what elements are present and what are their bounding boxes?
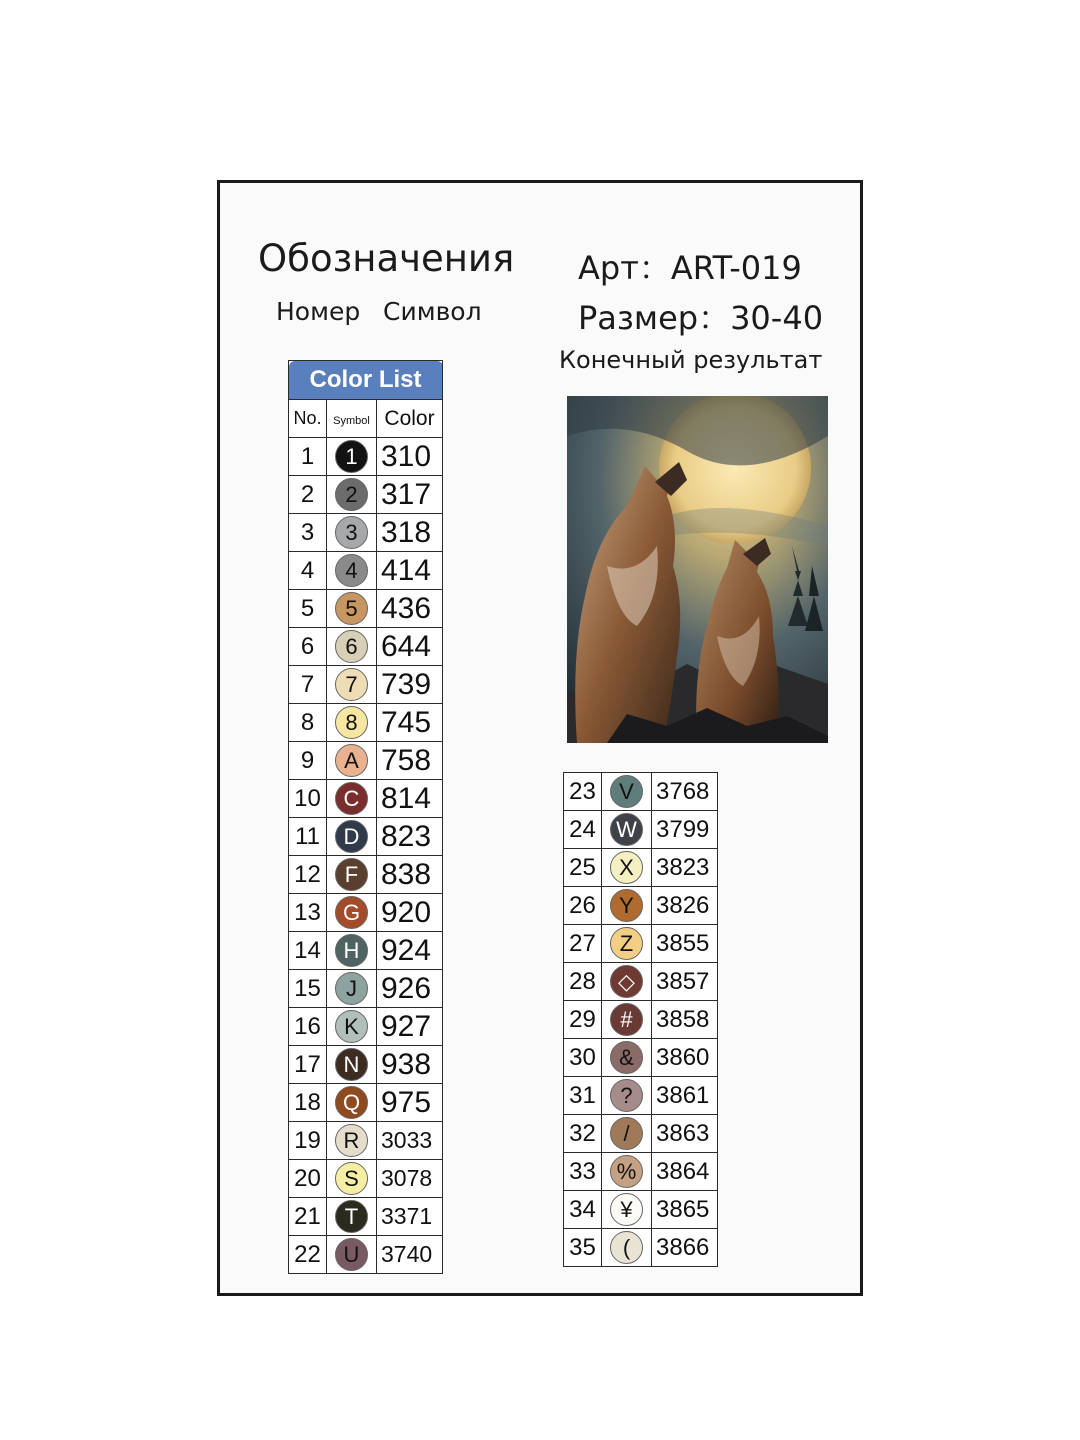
color-symbol-chip: 6 [335,630,368,663]
no-column-header: No. [289,400,327,438]
color-row [289,514,443,552]
color-row [564,1153,718,1191]
symbol-cell [327,1084,377,1122]
color-row [564,1229,718,1267]
color-row [289,856,443,894]
color-list-table [288,360,443,1274]
symbol-cell [327,932,377,970]
color-symbol-chip: H [335,934,368,967]
color-symbol-chip: K [335,1010,368,1043]
color-symbol-chip: 7 [335,668,368,701]
dmc-color-code: 644 [377,628,443,666]
dmc-color-code: 3861 [652,1077,718,1115]
color-symbol-chip: % [610,1155,643,1188]
row-number: 30 [564,1039,602,1077]
dmc-color-code: 975 [377,1084,443,1122]
legend-title: Обозначения [258,237,515,280]
color-row [289,552,443,590]
color-symbol-chip: J [335,972,368,1005]
color-symbol-chip: 1 [335,440,368,473]
color-symbol-chip: 2 [335,478,368,511]
symbol-cell [327,1160,377,1198]
color-row [289,970,443,1008]
symbol-cell [602,1191,652,1229]
dmc-color-code: 927 [377,1008,443,1046]
row-number: 11 [289,818,327,856]
row-number: 35 [564,1229,602,1267]
row-number: 31 [564,1077,602,1115]
color-row [564,1115,718,1153]
color-list-rows [289,438,443,1274]
color-symbol-chip: D [335,820,368,853]
row-number: 22 [289,1236,327,1274]
symbol-cell [602,1229,652,1267]
symbol-cell [327,970,377,1008]
row-number: 1 [289,438,327,476]
color-symbol-chip: Z [610,927,643,960]
color-row [564,811,718,849]
color-list-table-continued [563,772,718,1267]
row-number: 7 [289,666,327,704]
final-result-label: Конечный результат [559,346,823,374]
symbol-cell [327,476,377,514]
row-number: 5 [289,590,327,628]
symbol-cell [327,438,377,476]
color-row [289,780,443,818]
color-row [289,1046,443,1084]
row-number: 2 [289,476,327,514]
number-heading: Номер [276,297,361,326]
color-symbol-chip: ¥ [610,1193,643,1226]
color-row [289,894,443,932]
color-symbol-chip: N [335,1048,368,1081]
color-symbol-chip: F [335,858,368,891]
row-number: 8 [289,704,327,742]
row-number: 27 [564,925,602,963]
row-number: 15 [289,970,327,1008]
row-number: 13 [289,894,327,932]
dmc-color-code: 758 [377,742,443,780]
color-row [564,1039,718,1077]
dmc-color-code: 3860 [652,1039,718,1077]
row-number: 21 [289,1198,327,1236]
symbol-cell [327,666,377,704]
dmc-color-code: 924 [377,932,443,970]
symbol-cell [327,1046,377,1084]
color-symbol-chip: / [610,1117,643,1150]
color-row [564,849,718,887]
symbol-cell [602,1153,652,1191]
color-symbol-chip: G [335,896,368,929]
symbol-cell [602,925,652,963]
dmc-color-code: 920 [377,894,443,932]
row-number: 4 [289,552,327,590]
article-label: Арт：ART-019 [578,249,802,287]
row-number: 6 [289,628,327,666]
dmc-color-code: 926 [377,970,443,1008]
symbol-cell [602,773,652,811]
color-symbol-chip: R [335,1124,368,1157]
symbol-cell [327,552,377,590]
symbol-cell [327,704,377,742]
row-number: 16 [289,1008,327,1046]
dmc-color-code: 739 [377,666,443,704]
dmc-color-code: 3865 [652,1191,718,1229]
color-symbol-chip: 3 [335,516,368,549]
row-number: 10 [289,780,327,818]
row-number: 28 [564,963,602,1001]
symbol-heading: Символ [383,297,482,326]
dmc-color-code: 318 [377,514,443,552]
color-symbol-chip: & [610,1041,643,1074]
color-row [289,628,443,666]
symbol-cell [327,514,377,552]
symbol-cell [327,818,377,856]
dmc-color-code: 838 [377,856,443,894]
size-label: Размер：30-40 [578,299,824,337]
symbol-cell [327,780,377,818]
color-row [289,818,443,856]
dmc-color-code: 3866 [652,1229,718,1267]
color-row [289,1198,443,1236]
dmc-color-code: 3855 [652,925,718,963]
row-number: 34 [564,1191,602,1229]
symbol-column-header: Symbol [327,400,377,438]
dmc-color-code: 823 [377,818,443,856]
row-number: 18 [289,1084,327,1122]
finished-result-image [567,396,828,743]
row-number: 33 [564,1153,602,1191]
color-symbol-chip: # [610,1003,643,1036]
color-symbol-chip: V [610,775,643,808]
row-number: 32 [564,1115,602,1153]
symbol-cell [602,963,652,1001]
dmc-color-code: 436 [377,590,443,628]
dmc-color-code: 745 [377,704,443,742]
dmc-color-code: 3740 [377,1236,443,1274]
row-number: 25 [564,849,602,887]
row-number: 24 [564,811,602,849]
color-row [564,1001,718,1039]
color-symbol-chip: X [610,851,643,884]
dmc-color-code: 3826 [652,887,718,925]
symbol-cell [602,1077,652,1115]
color-row [564,925,718,963]
symbol-cell [602,1039,652,1077]
color-row [289,666,443,704]
row-number: 19 [289,1122,327,1160]
color-row [289,476,443,514]
symbol-cell [327,1122,377,1160]
symbol-cell [602,811,652,849]
color-symbol-chip: ( [610,1231,643,1264]
color-row [289,438,443,476]
dmc-color-code: 310 [377,438,443,476]
symbol-cell [327,1198,377,1236]
color-row [289,932,443,970]
row-number: 26 [564,887,602,925]
color-list-rows-continued [564,773,718,1267]
color-row [289,1160,443,1198]
color-column-header: Color [377,400,443,438]
symbol-cell [602,1001,652,1039]
color-symbol-chip: W [610,813,643,846]
color-row [564,887,718,925]
dmc-color-code: 3371 [377,1198,443,1236]
color-row [289,590,443,628]
dmc-color-code: 814 [377,780,443,818]
color-row [289,1122,443,1160]
symbol-cell [327,1236,377,1274]
color-symbol-chip: 8 [335,706,368,739]
color-symbol-chip: C [335,782,368,815]
color-row [564,1191,718,1229]
dmc-color-code: 3863 [652,1115,718,1153]
color-row [289,742,443,780]
dmc-color-code: 3857 [652,963,718,1001]
row-number: 20 [289,1160,327,1198]
dmc-color-code: 414 [377,552,443,590]
color-row [289,1008,443,1046]
row-number: 23 [564,773,602,811]
color-row [289,1084,443,1122]
dmc-color-code: 3078 [377,1160,443,1198]
dmc-color-code: 3858 [652,1001,718,1039]
row-number: 12 [289,856,327,894]
color-symbol-chip: 5 [335,592,368,625]
symbol-cell [327,742,377,780]
dmc-color-code: 317 [377,476,443,514]
row-number: 14 [289,932,327,970]
color-symbol-chip: T [335,1200,368,1233]
symbol-cell [327,1008,377,1046]
dmc-color-code: 3823 [652,849,718,887]
row-number: 29 [564,1001,602,1039]
symbol-cell [327,894,377,932]
dmc-color-code: 938 [377,1046,443,1084]
color-symbol-chip: 4 [335,554,368,587]
color-symbol-chip: Y [610,889,643,922]
row-number: 3 [289,514,327,552]
color-symbol-chip: ◇ [610,965,643,998]
dmc-color-code: 3864 [652,1153,718,1191]
color-symbol-chip: Q [335,1086,368,1119]
color-symbol-chip: A [335,744,368,777]
color-row [289,704,443,742]
color-symbol-chip: S [335,1162,368,1195]
symbol-cell [602,849,652,887]
color-list-title: Color List [289,361,443,400]
color-row [564,1077,718,1115]
color-row [564,963,718,1001]
chart-key-card [217,180,863,1296]
color-symbol-chip: U [335,1238,368,1271]
color-row [289,1236,443,1274]
symbol-cell [327,590,377,628]
color-symbol-chip: ? [610,1079,643,1112]
dmc-color-code: 3768 [652,773,718,811]
symbol-cell [327,856,377,894]
dmc-color-code: 3033 [377,1122,443,1160]
symbol-cell [602,1115,652,1153]
color-row [564,773,718,811]
symbol-cell [327,628,377,666]
row-number: 17 [289,1046,327,1084]
dmc-color-code: 3799 [652,811,718,849]
symbol-cell [602,887,652,925]
row-number: 9 [289,742,327,780]
